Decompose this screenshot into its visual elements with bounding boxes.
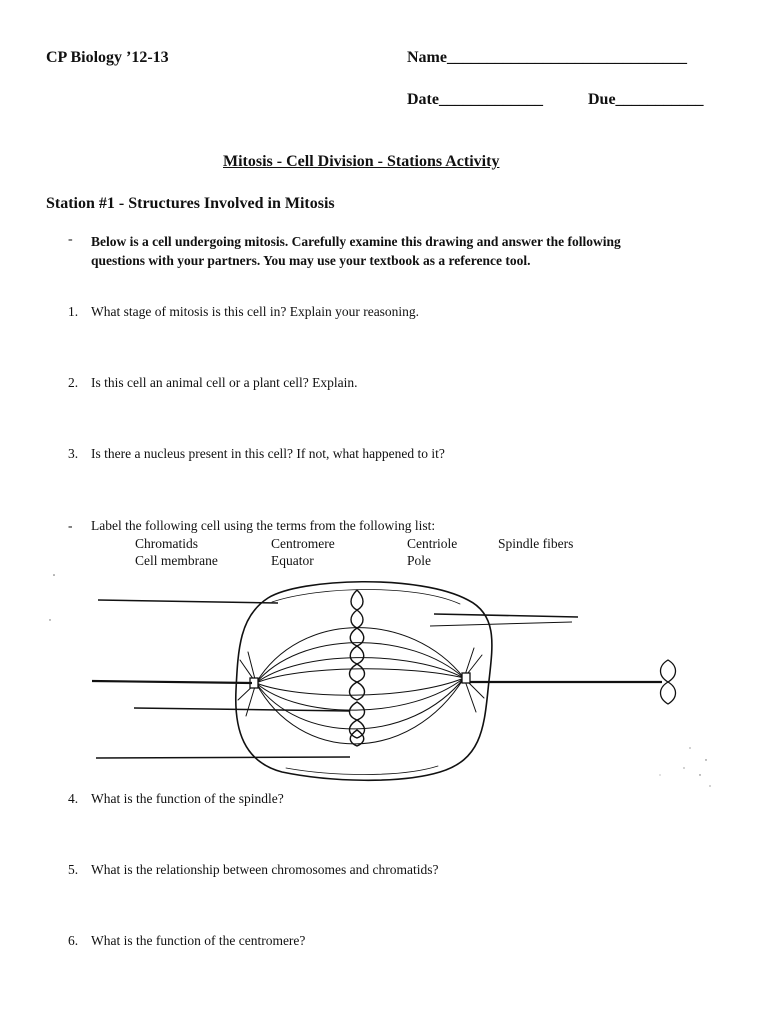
instruction-line-1: Below is a cell undergoing mitosis. Carefully examine this drawing and answer the following <box>91 234 621 249</box>
term-centromere: Centromere <box>271 536 335 551</box>
station-heading: Station #1 - Structures Involved in Mitosis <box>46 195 335 212</box>
date-field[interactable]: Date_____________ <box>407 91 543 108</box>
question-4-text: What is the function of the spindle? <box>91 791 284 806</box>
course-label: CP Biology ’12-13 <box>46 49 169 66</box>
term-pole: Pole <box>407 553 432 568</box>
question-4-number: 4. <box>68 791 79 806</box>
question-3-number: 3. <box>68 446 79 461</box>
question-5-text: What is the relationship between chromosomes and chromatids? <box>91 862 439 877</box>
scan-noise <box>49 574 710 786</box>
term-chromatids: Chromatids <box>135 536 198 551</box>
question-6-text: What is the function of the centromere? <box>91 933 306 948</box>
name-field[interactable]: Name______________________________ <box>407 49 687 66</box>
chromosomes <box>350 590 365 746</box>
centriole-right <box>462 673 470 683</box>
question-1-text: What stage of mitosis is this cell in? Explain your reasoning. <box>91 304 420 319</box>
term-spindle-fibers: Spindle fibers <box>498 536 574 551</box>
question-2-number: 2. <box>68 375 79 390</box>
free-chromosome <box>661 660 676 704</box>
due-field[interactable]: Due___________ <box>588 91 704 108</box>
question-2-text: Is this cell an animal cell or a plant cell? Explain. <box>91 375 358 390</box>
instruction-line-2: questions with your partners. You may use your textbook as a reference tool. <box>91 253 531 268</box>
term-cell-membrane: Cell membrane <box>135 553 218 568</box>
term-equator: Equator <box>271 553 314 568</box>
question-1-number: 1. <box>68 304 79 319</box>
cell-membrane-outline <box>236 582 492 781</box>
instruction-bullet: - <box>68 232 73 247</box>
question-6-number: 6. <box>68 933 79 948</box>
question-3-text: Is there a nucleus present in this cell? If not, what happened to it? <box>91 446 445 461</box>
label-task-bullet: - <box>68 518 73 533</box>
label-task-text: Label the following cell using the terms from the following list: <box>91 518 436 533</box>
question-5-number: 5. <box>68 862 79 877</box>
page-title: Mitosis - Cell Division - Stations Activity <box>223 153 500 170</box>
term-centriole: Centriole <box>407 536 458 551</box>
label-lines <box>92 600 662 758</box>
